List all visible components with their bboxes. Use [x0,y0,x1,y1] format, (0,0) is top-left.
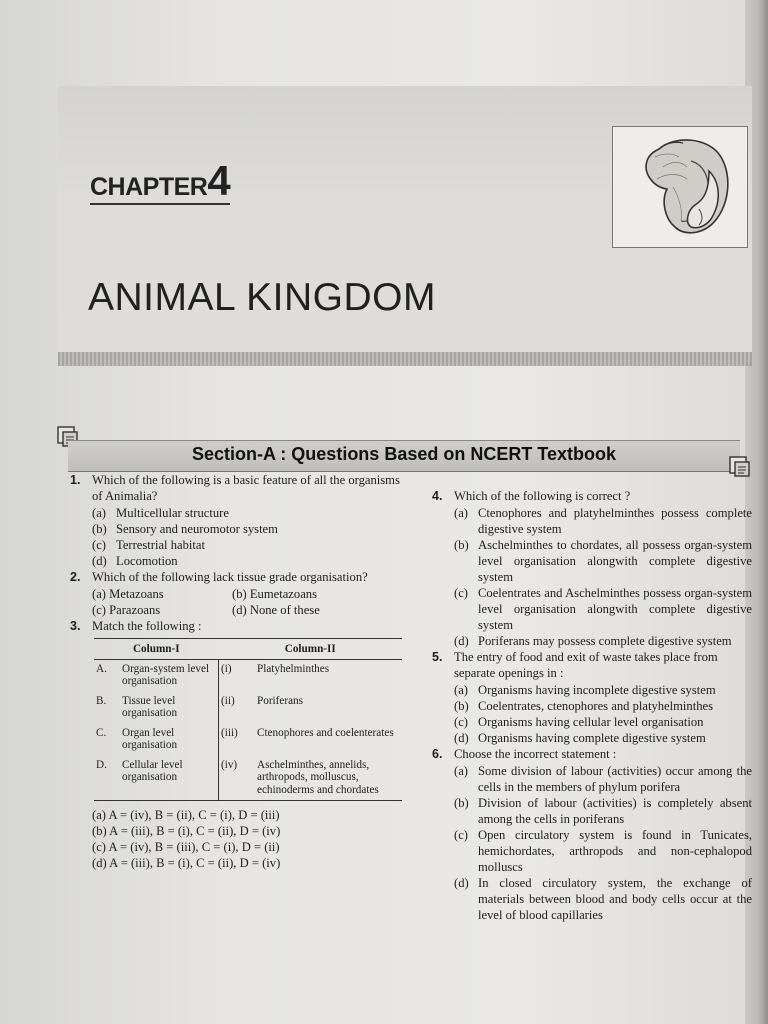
option-label: (a) [92,506,106,520]
snail-shell-icon [613,127,747,247]
option-4b [432,537,752,585]
option-label: (a) [454,683,468,697]
question-number: 1. [70,473,81,487]
column-header-2: Column-II [219,639,403,660]
chapter-number: 4 [207,157,231,204]
option-5b [432,698,752,714]
option-text: Multicellular structure [116,506,229,520]
option-6d [432,875,752,923]
option-label: (d) [232,603,247,617]
option-text: Metazoans [109,587,164,601]
column-header-1: Column-I [94,639,219,660]
option-label: (c) [92,840,106,854]
option-text: In closed circulatory system, the exchange of materials between blood and body cells occur at the level of blood capillaries [478,876,752,922]
option-1c [70,537,408,553]
section-title: Section-A : Questions Based on NCERT Textbook [191,444,617,464]
chapter-label [90,157,231,205]
option-text: Coelentrates and Aschelminthes possess organ-system level organisation alongwith complete digestive system [478,586,752,632]
option-label: (c) [92,603,106,617]
question-2 [70,569,408,585]
option-label: (c) [454,715,468,729]
option-text: Coelentrates, ctenophores and platyhelminthes [478,699,714,713]
option-text: A = (iv), B = (ii), C = (i), D = (iii) [108,808,280,822]
question-number: 2. [70,570,81,584]
option-label: (d) [454,876,469,890]
row-num: (iii) [221,726,238,739]
option-2b [232,586,372,602]
right-column [432,488,752,923]
question-4 [432,488,752,504]
option-5d [432,730,752,746]
chapter-label-text: CHAPTER [90,173,208,201]
question-number: 3. [70,619,81,633]
row-num: (i) [221,662,232,675]
question-text: Which of the following is correct ? [454,489,631,503]
option-4d [432,633,752,649]
row-col1: Organ level organisation [120,724,219,756]
question-1 [70,472,408,504]
option-text: A = (iii), B = (i), C = (ii), D = (iv) [109,824,281,838]
option-2a [92,586,232,602]
row-col2: Aschelminthes, annelids, arthropods, molluscus, echinoderms and chordates [255,756,402,801]
question-5 [432,649,752,681]
option-3d [70,855,408,871]
options-3 [70,807,408,871]
option-label: (b) [454,538,469,552]
option-label: (b) [454,796,469,810]
option-1a [70,505,408,521]
table-row [94,659,402,692]
option-6b [432,795,752,827]
option-6a [432,763,752,795]
row-key: B. [96,694,107,707]
option-text: Division of labour (activities) is completely absent among the cells in poriferans [478,796,752,826]
option-3b [70,823,408,839]
option-label: (d) [92,856,107,870]
chapter-title: ANIMAL KINGDOM [88,276,436,319]
table-row [94,724,402,756]
section-heading-bar [68,440,740,472]
option-label: (c) [454,586,468,600]
question-text: Match the following : [92,619,202,633]
option-label: (a) [92,587,106,601]
option-4c [432,585,752,633]
option-label: (c) [92,538,106,552]
option-label: (b) [232,587,247,601]
match-table-header [94,639,402,660]
table-row [94,692,402,724]
option-text: None of these [249,603,320,617]
option-label: (c) [454,828,468,842]
option-text: Some division of labour (activities) occur among the cells in the members of phylum porifera [478,764,752,794]
option-label: (d) [92,554,107,568]
option-1d [70,553,408,569]
row-col1: Organ-system level organisation [120,659,219,692]
option-5a [432,682,752,698]
left-column [70,472,408,871]
question-text: The entry of food and exit of waste takes place from separate openings in : [454,650,718,680]
section-marker-icon-right [728,455,752,479]
option-label: (a) [92,808,106,822]
question-text: Which of the following lack tissue grade organisation? [92,570,368,584]
option-label: (d) [454,731,469,745]
row-key: D. [94,756,120,801]
option-label: (a) [454,506,468,520]
option-text: Ctenophores and platyhelminthes possess complete digestive system [478,506,752,536]
match-table [94,638,402,801]
option-2c [92,602,232,618]
option-text: Aschelminthes to chordates, all possess organ-system level organisation alongwith complete digestive system [478,538,752,584]
option-text: Terrestrial habitat [116,538,205,552]
option-text: Poriferans may possess complete digestive system [478,634,732,648]
row-num: (iv) [219,756,256,801]
option-2d [232,602,372,618]
question-6 [432,746,752,762]
option-label: (a) [454,764,468,778]
question-3 [70,618,408,634]
option-6c [432,827,752,875]
option-label: (b) [454,699,469,713]
row-col1: Cellular level organisation [120,756,219,801]
option-text: Eumetazoans [249,587,317,601]
options-2-row-1 [70,586,408,602]
row-key: C. [96,726,107,739]
question-number: 6. [432,747,443,761]
question-number: 5. [432,650,443,664]
option-label: (b) [92,522,107,536]
option-3c [70,839,408,855]
option-4a [432,505,752,537]
row-col2: Ctenophores and coelenterates [257,726,394,739]
option-label: (d) [454,634,469,648]
row-key: A. [96,662,107,675]
option-text: Organisms having cellular level organisation [478,715,704,729]
table-row [94,756,402,801]
options-2-row-2 [70,602,408,618]
header-stripe [58,352,752,366]
row-col2: Poriferans [257,694,303,707]
option-text: Locomotion [116,554,178,568]
question-text: Which of the following is a basic feature of all the organisms of Animalia? [92,473,400,503]
option-text: Parazoans [109,603,161,617]
snail-shell-illustration [612,126,748,248]
option-5c [432,714,752,730]
option-text: Sensory and neuromotor system [116,522,278,536]
row-col1: Tissue level organisation [120,692,219,724]
question-text: Choose the incorrect statement : [454,747,617,761]
row-col2: Platyhelminthes [257,662,330,675]
option-text: Open circulatory system is found in Tunicates, hemichordates, arthropods and non-cephalopod molluscs [478,828,752,874]
option-1b [70,521,408,537]
option-text: A = (iv), B = (iii), C = (i), D = (ii) [108,840,280,854]
question-number: 4. [432,489,443,503]
option-label: (b) [92,824,107,838]
option-text: Organisms having complete digestive system [478,731,706,745]
option-text: Organisms having incomplete digestive system [478,683,716,697]
option-3a [70,807,408,823]
option-text: A = (iii), B = (i), C = (ii), D = (iv) [109,856,281,870]
row-num: (ii) [221,694,235,707]
